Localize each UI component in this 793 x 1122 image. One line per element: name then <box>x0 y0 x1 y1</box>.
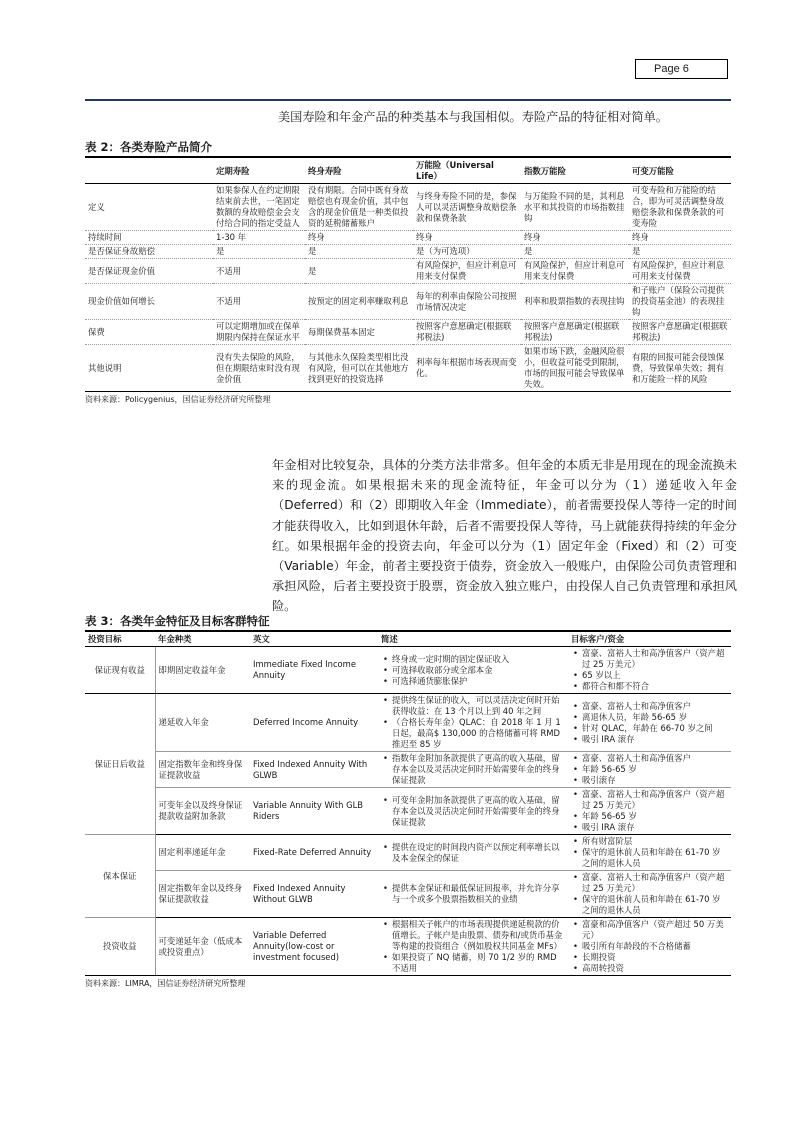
description-list <box>381 753 565 786</box>
target-item: • 都符合和都不符合 <box>582 681 728 692</box>
table2-column-header <box>85 159 213 184</box>
intro-text: 美国寿险和年金产品的种类基本与我国相似。寿险产品的特征相对简单。 <box>278 110 668 124</box>
description-item: • 可选择通货膨胀保护 <box>392 676 565 687</box>
table2-column-header: 可变万能险 <box>629 159 731 184</box>
description-item: • 如果投资了 NQ 储蓄，则 70 1/2 岁的 RMD 不适用 <box>392 952 565 974</box>
target-client <box>568 871 731 918</box>
table2-cell: 与万能险不同的是，其利息水平和其投资的市场指数挂钩 <box>521 184 629 231</box>
table2-cell: 有风险保护，但应计利息可用来支付保费 <box>629 259 731 284</box>
page-number: Page 6 <box>654 63 689 75</box>
header-rule <box>85 99 731 101</box>
table2-row-label: 是否保证身故赔偿 <box>85 245 213 259</box>
table3-row <box>85 694 731 752</box>
target-item: • 所有财富阶层 <box>582 836 728 847</box>
table2-cell: 是 <box>521 245 629 259</box>
table2-cell: 1-30 年 <box>213 231 305 245</box>
description-item: • 可变年金附加条款提供了更高的收入基础，留存本金以及灵活决定何时开始需要年金的终身保证提款 <box>392 795 565 828</box>
table2-row <box>85 231 731 245</box>
table2-cell: 没有期限。合同中既有身故赔偿也有现金价值，其中包含的现金价值是一种类似投资的延税储蓄账户 <box>305 184 413 231</box>
table2-cell: 按预定的固定利率赚取利息 <box>305 284 413 320</box>
annuity-table <box>85 633 731 976</box>
table2-row-label: 持续时间 <box>85 231 213 245</box>
table3-column-header: 简述 <box>378 633 568 647</box>
target-item: • 吸引 IRA 滚存 <box>582 822 728 833</box>
table2-cell: 利率每年根据市场表现而变化。 <box>413 345 521 392</box>
table2-column-header: 万能险（Universal Life） <box>413 159 521 184</box>
table3-column-header: 投资目标 <box>85 633 155 647</box>
target-item: • 富豪、富裕人士和高净值客户（资产超过 25 万美元） <box>582 648 728 670</box>
table2-cell: 每期保费基本固定 <box>305 320 413 345</box>
table3-row <box>85 835 731 871</box>
target-item: • 针对 QLAC，年龄在 66-70 岁之间 <box>582 723 728 734</box>
target-client <box>568 788 731 835</box>
table2-cell: 每年的利率由保险公司按照市场情况决定 <box>413 284 521 320</box>
description-item: • 指数年金附加条款提供了更高的收入基础，留存本金以及灵活决定何时开始需要年金的终身保证提款 <box>392 753 565 786</box>
description-item: • 提供终生保证的收入，可以灵活决定何时开始获得收益：在 13 个月以上到 40 年之间 <box>392 695 565 717</box>
annuity-english-name: Deferred Income Annuity <box>250 694 378 752</box>
table2-title-rule <box>85 156 731 158</box>
annuity-table-body <box>85 633 731 976</box>
target-list <box>571 753 728 786</box>
table2-title: 表 2：各类寿险产品简介 <box>85 140 213 154</box>
table2-cell: 有风险保护，但应计利息可用来支付保费 <box>413 259 521 284</box>
target-client <box>568 752 731 788</box>
table2-cell: 有限的回报可能会侵蚀保费，导致保单失效；拥有和万能险一样的风险 <box>629 345 731 392</box>
table2-row-label: 其他说明 <box>85 345 213 392</box>
annuity-english-name: Fixed-Rate Deferred Annuity <box>250 835 378 871</box>
annuity-type: 即期固定收益年金 <box>155 647 250 694</box>
annuity-type: 递延收入年金 <box>155 694 250 752</box>
target-item: • 富豪、富裕人士和高净值客户（资产超过 25 万美元） <box>582 872 728 894</box>
target-client <box>568 918 731 976</box>
table2-cell: 是 <box>305 245 413 259</box>
description-list <box>381 654 565 687</box>
table2-row-label: 是否保证现金价值 <box>85 259 213 284</box>
annuity-english-name: Variable Deferred Annuity(low-cost or investment focused) <box>250 918 378 976</box>
annuity-type: 固定利率递延年金 <box>155 835 250 871</box>
target-list <box>571 648 728 692</box>
target-item: • 离退休人员，年龄 56-65 岁 <box>582 712 728 723</box>
annuity-description <box>378 835 568 871</box>
table2-cell: 终身 <box>521 231 629 245</box>
table2-cell: 与终身寿险不同的是，参保人可以灵活调整身故赔偿条款和保费条款 <box>413 184 521 231</box>
table2-column-header: 指数万能险 <box>521 159 629 184</box>
investment-goal: 保本保证 <box>85 835 155 918</box>
annuity-english-name: Variable Annuity With GLB Riders <box>250 788 378 835</box>
table2-row <box>85 245 731 259</box>
annuity-type: 固定指数年金以及终身保证提款收益 <box>155 871 250 918</box>
table2-cell: 终身 <box>305 231 413 245</box>
target-item: • 65 岁以上 <box>582 670 728 681</box>
table2-cell: 是 <box>305 259 413 284</box>
target-list <box>571 701 728 745</box>
table2-source: 资料来源：Policygenius，国信证券经济研究所整理 <box>85 395 271 404</box>
annuity-english-name: Fixed Indexed Annuity With GLWB <box>250 752 378 788</box>
target-item: • 年龄 56-65 岁 <box>582 764 728 775</box>
description-item: • 根据相关子帐户的市场表现提供递延税款的价值增长。子帐户是由股票、债券和/或货币基金等构建的投资组合（例如股权共同基金 MFs） <box>392 919 565 952</box>
table2-cell: 有风险保护，但应计利息可用来支付保费 <box>521 259 629 284</box>
annuity-description <box>378 752 568 788</box>
annuity-english-name: Immediate Fixed Income Annuity <box>250 647 378 694</box>
annuity-type: 可变递延年金（低成本或投资重点） <box>155 918 250 976</box>
target-item: • 长期投资 <box>582 952 728 963</box>
description-list <box>381 919 565 974</box>
description-list <box>381 842 565 864</box>
table3-row <box>85 788 731 835</box>
table2-row-label: 保费 <box>85 320 213 345</box>
table2-cell: 可以定期增加或在保单期限内保持在保证水平 <box>213 320 305 345</box>
target-list <box>571 789 728 833</box>
table3-column-header: 目标客户/资金 <box>568 633 731 647</box>
target-item: • 富豪、富裕人士和高净值客户 <box>582 753 728 764</box>
annuity-type: 固定指数年金和终身保证提款收益 <box>155 752 250 788</box>
life-insurance-table <box>85 159 731 392</box>
target-client <box>568 835 731 871</box>
table2-cell: 如果参保人在约定期限结束前去世，一笔固定数额的身故赔偿金会支付给合同的指定受益人 <box>213 184 305 231</box>
target-item: • 年龄 56-65 岁 <box>582 811 728 822</box>
description-list <box>381 795 565 828</box>
description-item: • 提供在设定的时间段内资产以预定利率增长以及本金保全的保证 <box>392 842 565 864</box>
table2-row-label: 定义 <box>85 184 213 231</box>
target-list <box>571 919 728 974</box>
target-item: • 富豪、富裕人士和高净值客户 <box>582 701 728 712</box>
table3-row <box>85 752 731 788</box>
table3-title: 表 3：各类年金特征及目标客群特征 <box>85 614 270 628</box>
table2-row <box>85 320 731 345</box>
target-item: • 富豪和高净值客户（资产超过 50 万美元） <box>582 919 728 941</box>
table3-column-header: 英文 <box>250 633 378 647</box>
target-list <box>571 836 728 869</box>
target-client <box>568 694 731 752</box>
table2-header-row <box>85 159 731 184</box>
table3-column-header: 年金种类 <box>155 633 250 647</box>
target-list <box>571 872 728 916</box>
description-item: • 可选择收取部分或全部本金 <box>392 665 565 676</box>
target-item: • 高周转投资 <box>582 963 728 974</box>
annuity-description <box>378 918 568 976</box>
table2-cell: 按照客户意愿确定(根据联邦税法) <box>413 320 521 345</box>
annuity-description <box>378 647 568 694</box>
target-client <box>568 647 731 694</box>
table2-cell: 利率和股票指数的表现挂钩 <box>521 284 629 320</box>
table3-header-row <box>85 633 731 647</box>
table2-row-label: 现金价值如何增长 <box>85 284 213 320</box>
investment-goal: 保证现有收益 <box>85 647 155 694</box>
table2-cell: 和子账户（保险公司提供的投资基金池）的表现挂钩 <box>629 284 731 320</box>
table2-cell: 与其他永久保险类型相比没有风险，但可以在其他地方找到更好的投资选择 <box>305 345 413 392</box>
table2-cell: 终身 <box>629 231 731 245</box>
description-list <box>381 883 565 905</box>
table3-row <box>85 871 731 918</box>
annuity-description <box>378 694 568 752</box>
table2-row <box>85 259 731 284</box>
annuity-description <box>378 788 568 835</box>
description-item: • （合格长寿年金）QLAC：自 2018 年 1 月 1 日起，最高$ 130,000 的合格储蓄可将 RMD 推迟至 85 岁 <box>392 717 565 750</box>
annuity-description <box>378 871 568 918</box>
table2-cell: 是 <box>629 245 731 259</box>
table2-cell: 没有失去保险的风险，但在期限结束时没有现金价值 <box>213 345 305 392</box>
table2-row <box>85 184 731 231</box>
table2-cell: 按照客户意愿确定(根据联邦税法) <box>521 320 629 345</box>
target-item: • 吸引所有年龄段的不合格储蓄 <box>582 941 728 952</box>
investment-goal: 投资收益 <box>85 918 155 976</box>
description-item: • 终身或一定时期的固定保证收入 <box>392 654 565 665</box>
table2-cell: 终身 <box>413 231 521 245</box>
table3-row <box>85 918 731 976</box>
annuity-english-name: Fixed Indexed Annuity Without GLWB <box>250 871 378 918</box>
table2-cell: 不适用 <box>213 259 305 284</box>
table2-row <box>85 345 731 392</box>
description-item: • 提供本金保证和最低保证回报率，并允许分享与一个或多个股票指数相关的业绩 <box>392 883 565 905</box>
target-item: • 保守的退休前人员和年龄在 61-70 岁之间的退休人员 <box>582 894 728 916</box>
annuity-type: 可变年金以及终身保证提款收益附加条款 <box>155 788 250 835</box>
page-number-box <box>635 59 728 79</box>
target-item: • 吸引滚存 <box>582 775 728 786</box>
target-item: • 保守的退休前人员和年龄在 61-70 岁之间的退休人员 <box>582 847 728 869</box>
table2-column-header: 终身寿险 <box>305 159 413 184</box>
table2-cell: 不适用 <box>213 284 305 320</box>
life-insurance-table-body <box>85 159 731 392</box>
table2-cell: 可变寿险和万能险的结合，即为可灵活调整身故赔偿条款和保费条款的可变寿险 <box>629 184 731 231</box>
table2-cell: 如果市场下跌，金融风险很小，但收益可能受到限制，市场的回报可能会导致保单失效。 <box>521 345 629 392</box>
table3-row <box>85 647 731 694</box>
target-item: • 富豪、富裕人士和高净值客户（资产超过 25 万美元） <box>582 789 728 811</box>
table2-cell: 是（为可选项） <box>413 245 521 259</box>
table3-source: 资料来源：LIMRA，国信证券经济研究所整理 <box>85 979 246 988</box>
target-item: • 吸引 IRA 滚存 <box>582 734 728 745</box>
annuity-paragraph: 年金相对比较复杂，具体的分类方法非常多。但年金的本质无非是用现在的现金流换未来的现金流。如果根据未来的现金流特征，年金可以分为（1）递延收入年金（Deferred）和（2）即期收入年金（Immediate），前者需要投保人等待一定的时间才能获得收入，比如到退休年龄，后者不需要投保人等待，马上就能获得持续的年金分红。如果根据年金的投资去向，年金可以分为（1）固定年金（Fixed）和（2）可变（Variable）年金，前者主要投资于债券，资金放入一般账户，由保险公司负责管理和承担风险，后者主要投资于股票，资金放入独立账户，由投保人自己负责管理和承担风险。 <box>272 458 737 614</box>
description-list <box>381 695 565 750</box>
investment-goal: 保证日后收益 <box>85 694 155 835</box>
table2-cell: 按照客户意愿确定(根据联邦税法) <box>629 320 731 345</box>
table2-column-header: 定期寿险 <box>213 159 305 184</box>
table2-row <box>85 284 731 320</box>
table2-cell: 是 <box>213 245 305 259</box>
table3-title-rule <box>85 630 731 632</box>
